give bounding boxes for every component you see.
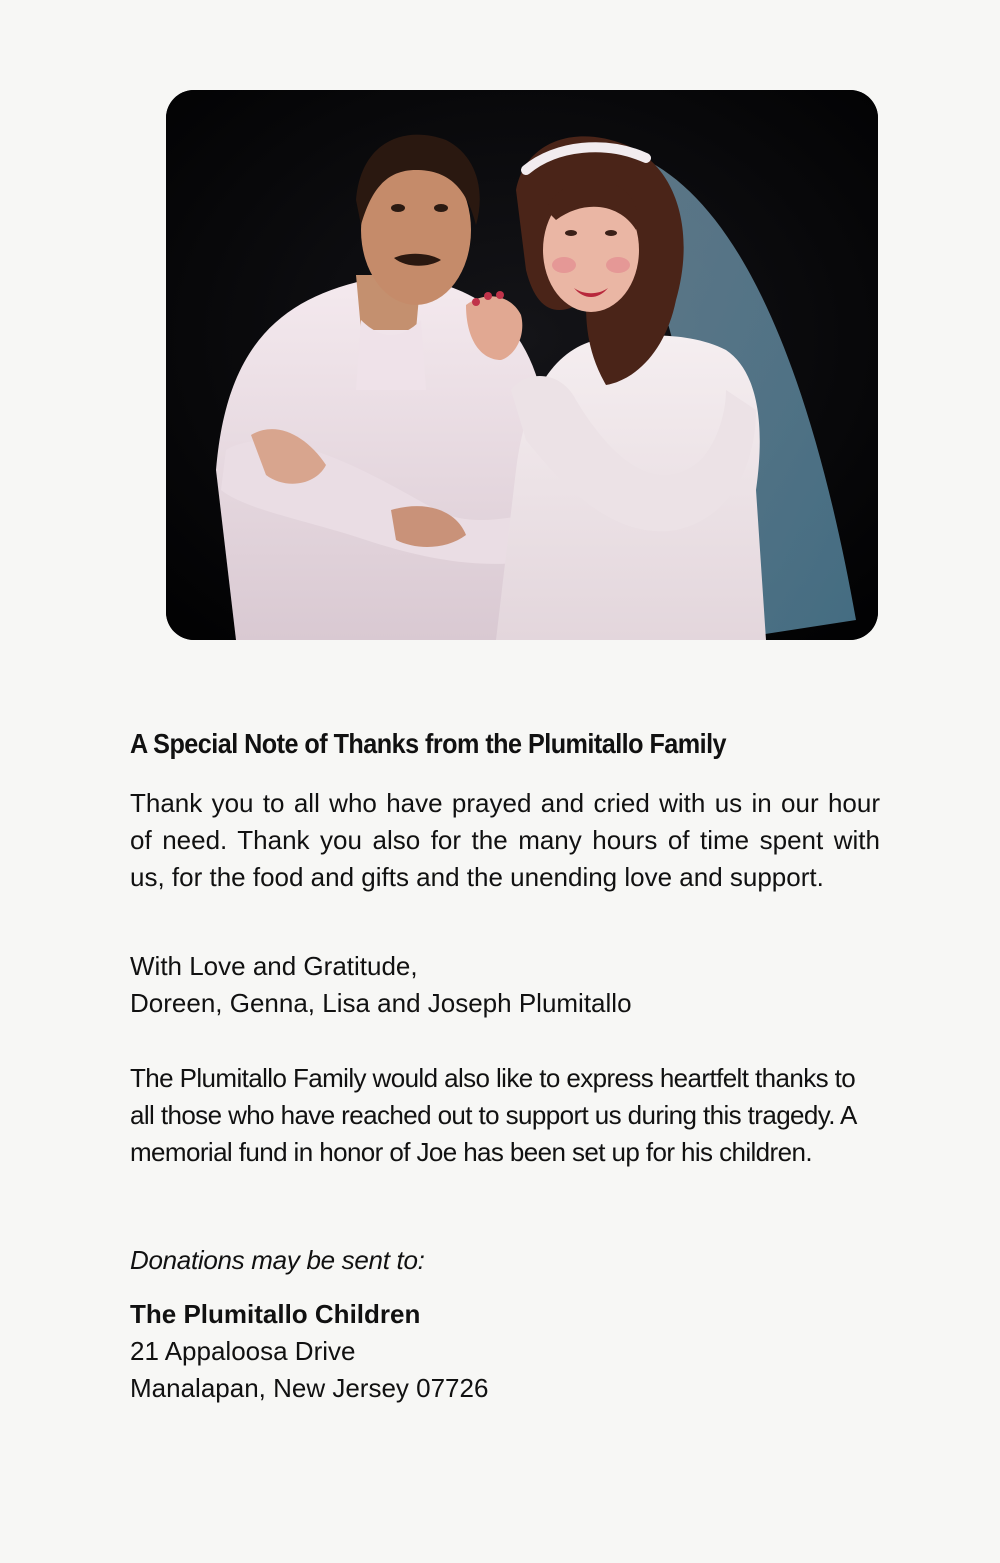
- closing: [130, 948, 880, 1022]
- page-title: A Special Note of Thanks from the Plumitallo Family: [130, 728, 727, 759]
- wedding-photo: [166, 90, 878, 640]
- address-city-state-zip: Manalapan, New Jersey 07726: [130, 1373, 489, 1403]
- donations-lead: Donations may be sent to:: [130, 1245, 425, 1275]
- mailing-address: [130, 1296, 880, 1407]
- address-street: 21 Appaloosa Drive: [130, 1336, 356, 1366]
- memorial-fund-paragraph: The Plumitallo Family would also like to express heartfelt thanks to all those who have reached out to support us during this tragedy. A memorial fund in honor of Joe has been set up for his children.: [130, 1063, 856, 1167]
- closing-salutation: With Love and Gratitude,: [130, 951, 418, 981]
- address-name: The Plumitallo Children: [130, 1299, 421, 1329]
- closing-signatories: Doreen, Genna, Lisa and Joseph Plumitallo: [130, 988, 632, 1018]
- thanks-paragraph: Thank you to all who have prayed and cried with us in our hour of need. Thank you also for the many hours of time spent with us, for the food and gifts and the unending love and support.: [130, 788, 880, 892]
